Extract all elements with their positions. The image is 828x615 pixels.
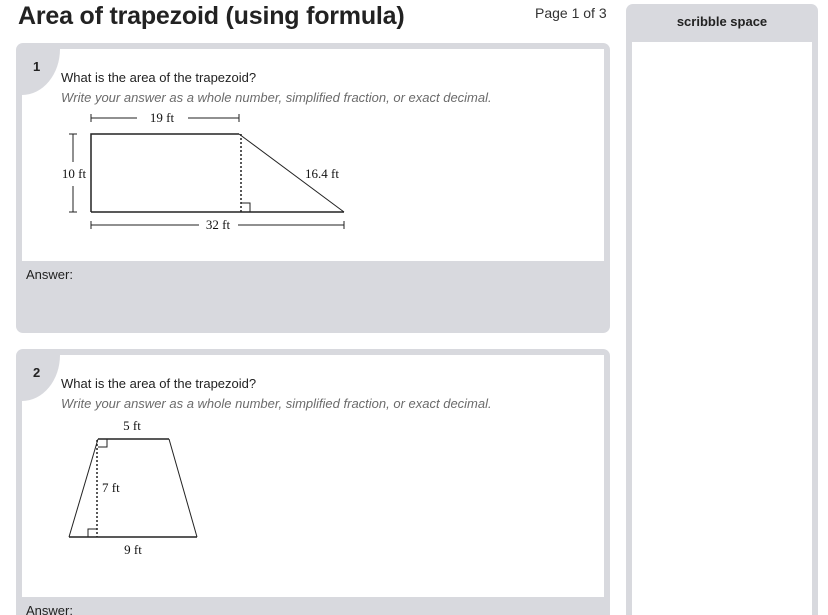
question-hint: Write your answer as a whole number, simplified fraction, or exact decimal. <box>61 396 492 411</box>
question-body <box>22 49 604 261</box>
question-body <box>22 355 604 597</box>
label-bottom: 9 ft <box>124 542 142 557</box>
question-number: 2 <box>33 365 41 380</box>
question-prompt: What is the area of the trapezoid? <box>61 376 257 391</box>
scribble-canvas[interactable] <box>632 42 812 615</box>
page-title: Area of trapezoid (using formula) <box>18 2 405 30</box>
answer-label: Answer: <box>26 603 73 615</box>
label-height: 10 ft <box>61 166 87 181</box>
question-number: 1 <box>33 59 41 74</box>
question-card-2 <box>16 349 610 615</box>
trapezoid-diagram <box>52 412 252 562</box>
trapezoid-figure-2 <box>52 412 252 562</box>
question-number-badge <box>22 49 60 95</box>
scribble-panel <box>626 4 818 615</box>
page-indicator: Page 1 of 3 <box>535 5 607 21</box>
question-card-1 <box>16 43 610 333</box>
label-slant: 16.4 ft <box>305 166 339 181</box>
label-bottom: 32 ft <box>205 217 231 232</box>
label-top: 5 ft <box>123 418 141 433</box>
trapezoid-figure-1 <box>52 106 352 236</box>
answer-input[interactable] <box>22 283 604 327</box>
label-top: 19 ft <box>149 110 175 125</box>
question-hint: Write your answer as a whole number, simplified fraction, or exact decimal. <box>61 90 492 105</box>
answer-label: Answer: <box>26 267 73 282</box>
scribble-title: scribble space <box>676 14 768 29</box>
question-prompt: What is the area of the trapezoid? <box>61 70 257 85</box>
label-height: 7 ft <box>102 480 120 495</box>
trapezoid-diagram <box>52 106 352 236</box>
question-number-badge <box>22 355 60 401</box>
